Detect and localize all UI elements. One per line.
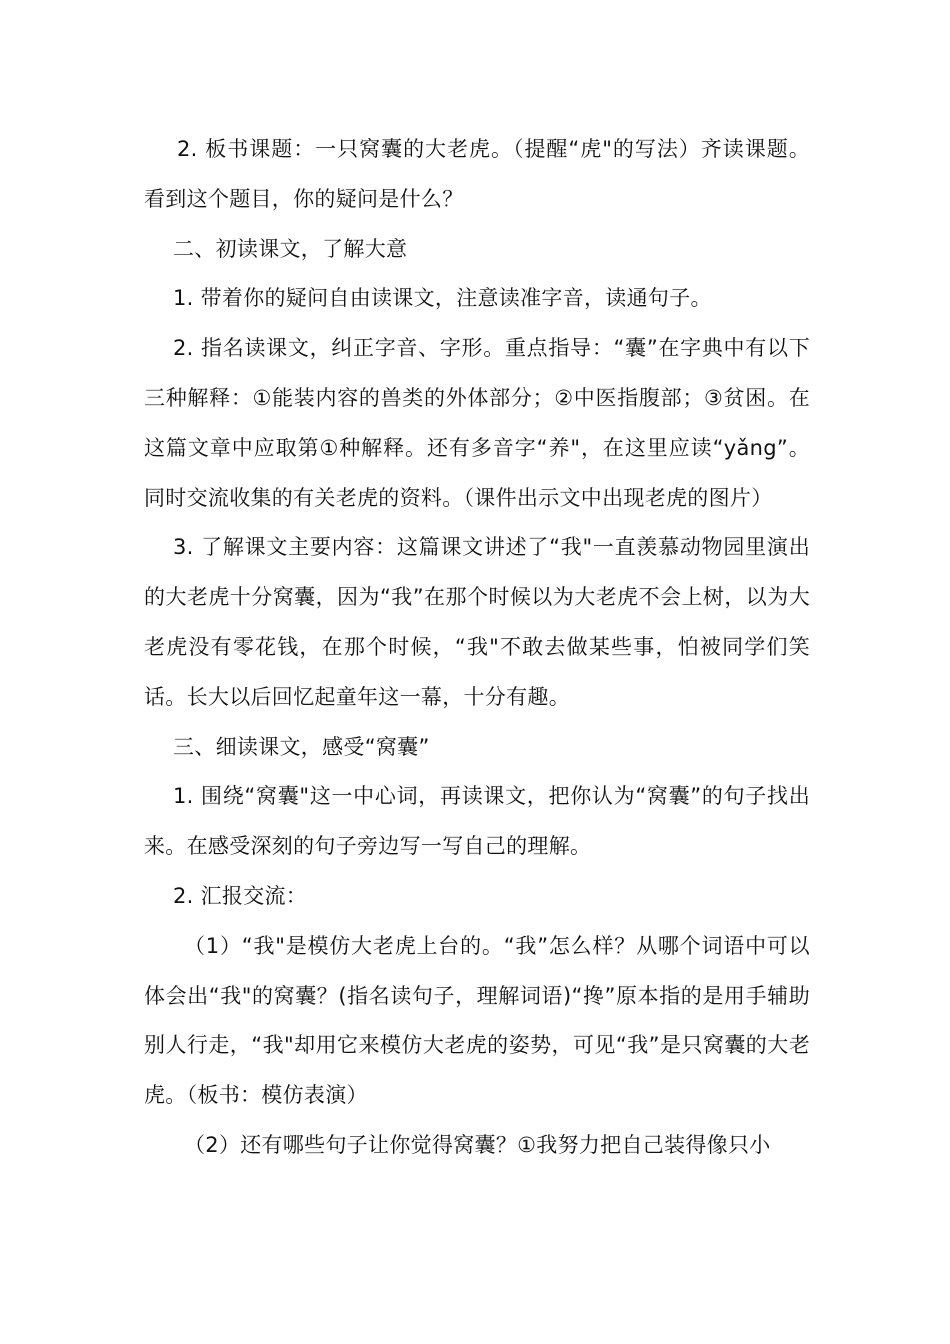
paragraph-pronunciation: 2. 指名读课文，纠正字音、字形。重点指导：“囊”在字典中有以下三种解释：①能装内容的兽类的外体部分；②中医指腹部；③贫困。在这篇文章中应取第①种解释。还有多音字“养"，在这里应读“yǎng”。同时交流收集的有关老虎的资料。（课件出示文中出现老虎的图片） [144, 336, 810, 510]
paragraph-find-sentences: 1. 围绕“窝囊"这一中心词，再读课文，把你认为“窝囊”的句子找出来。在感受深刻的句子旁边写一写自己的理解。 [144, 784, 810, 859]
paragraph-blackboard-title: 2. 板书课题：一只窝囊的大老虎。（提醒“虎"的写法）齐读课题。看到这个题目，你的疑问是什么？ [144, 137, 810, 211]
section-heading-close-reading: 三、细读课文，感受“窝囊” [173, 734, 430, 759]
paragraph-free-reading: 1. 带着你的疑问自由读课文，注意读准字音，读通句子。 [173, 286, 712, 311]
paragraph-item-1: （1）“我"是模仿大老虎上台的。“我”怎么样？从哪个词语中可以体会出“我"的窝囊？(指名读句子，理解词语)“搀”原本指的是用手辅助别人行走，“我"却用它来模仿大老虎的姿势，可见“我”是只窝囊的大老虎。（板书：模仿表演） [144, 933, 810, 1108]
document-body [144, 125, 810, 1171]
paragraph-report-exchange: 2. 汇报交流： [173, 883, 308, 908]
section-heading-first-reading: 二、初读课文，了解大意 [173, 236, 408, 261]
paragraph-item-2: （2）还有哪些句子让你觉得窝囊？①我努力把自己装得像只小 [184, 1132, 771, 1157]
paragraph-main-content: 3. 了解课文主要内容：这篇课文讲述了“我"一直羡慕动物园里演出的大老虎十分窝囊，因为“我”在那个时候以为大老虎不会上树，以为大老虎没有零花钱，在那个时候，“我"不敢去做某些事，怕被同学们笑话。长大以后回忆起童年这一幕，十分有趣。 [144, 535, 810, 709]
